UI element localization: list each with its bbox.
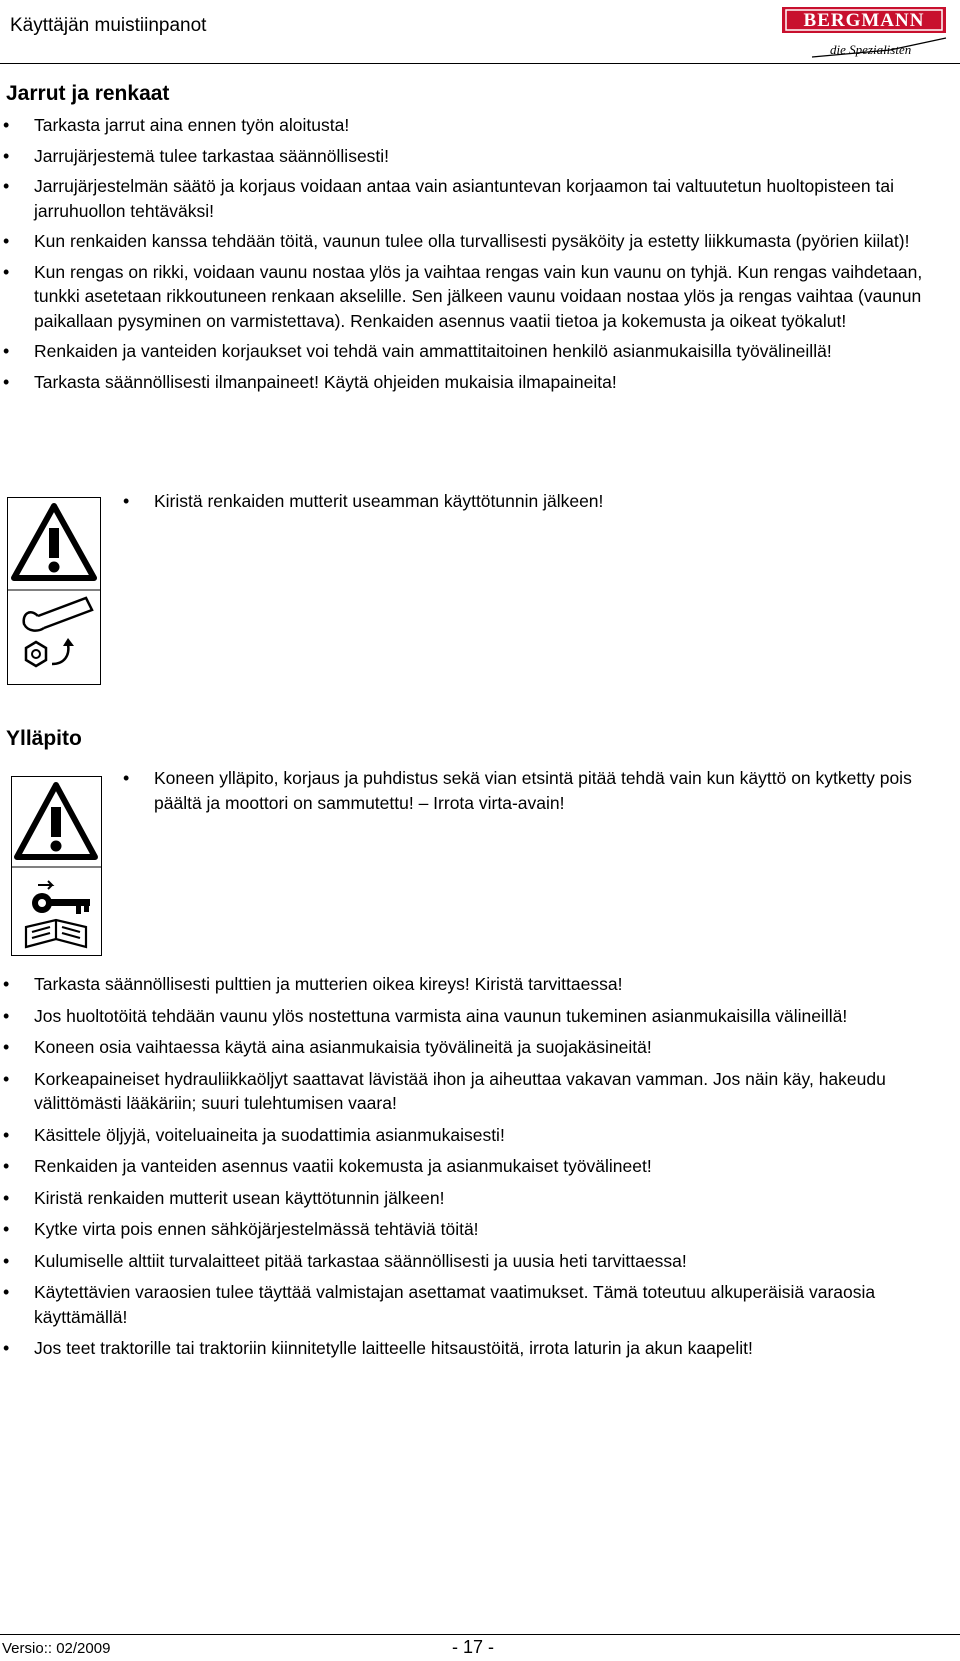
list-item: • Jarrujärjestemä tulee tarkastaa säännöllisesti!	[0, 144, 940, 169]
svg-text:die Spezialisten: die Spezialisten	[830, 42, 912, 57]
list-item: • Kytke virta pois ennen sähköjärjestelmässä tehtäviä töitä!	[0, 1217, 940, 1242]
header-divider	[0, 63, 960, 64]
nut-icon	[26, 642, 46, 666]
list-item: • Kiristä renkaiden mutterit useamman käyttötunnin jälkeen!	[120, 489, 920, 514]
maintenance-list	[0, 972, 940, 1361]
page-number: - 17 -	[452, 1637, 495, 1657]
list-item: • Kun rengas on rikki, voidaan vaunu nostaa ylös ja vaihtaa rengas vain kun vaunu on tyhjä. Kun rengas vaihdetaan, tunkki asetetaan rikkoutuneen renkaan akselille. Sen jälkeen vaunu voidaan nostaa ylös ja rengas vaihtaa (vaunun paikallaan pysyminen on varmistettava). Renkaiden asennus vaatii tietoa ja kokemusta ja oikeat työkalut!	[0, 260, 940, 334]
maintenance-warning-list	[120, 766, 945, 815]
svg-text:BERGMANN: BERGMANN	[803, 10, 925, 31]
brakes-list	[0, 113, 940, 394]
list-item: • Jos teet traktorille tai traktoriin kiinnitetylle laitteelle hitsaustöitä, irrota laturin ja akun kaapelit!	[0, 1336, 940, 1361]
section-heading-maintenance: Ylläpito	[6, 727, 82, 750]
rotation-arrow-icon	[52, 644, 68, 664]
list-item: • Korkeapaineiset hydrauliikkaöljyt saattavat lävistää ihon ja aiheuttaa vakavan vamman. Jos näin käy, hakeudu välittömästi lääkäriin; suuri tulehtumisen vaara!	[0, 1067, 940, 1116]
list-item: • Käytettävien varaosien tulee täyttää valmistajan asettamat vaatimukset. Tämä toteutuu alkuperäisiä varaosia käyttämällä!	[0, 1280, 940, 1329]
footer-version: Versio:: 02/2009	[2, 1640, 111, 1657]
list-item: • Käsittele öljyjä, voiteluaineita ja suodattimia asianmukaisesti!	[0, 1123, 940, 1148]
list-item: • Koneen osia vaihtaessa käytä aina asianmukaisia työvälineitä ja suojakäsineitä!	[0, 1035, 940, 1060]
list-item: • Renkaiden ja vanteiden korjaukset voi tehdä vain ammattitaitoinen henkilö asianmukaisilla työvälineillä!	[0, 339, 940, 364]
section-heading-brakes: Jarrut ja renkaat	[6, 82, 170, 105]
list-item: • Kulumiselle alttiit turvalaitteet pitää tarkastaa säännöllisesti ja uusia heti tarvittaessa!	[0, 1249, 940, 1274]
tire-nut-warning-pictogram	[7, 497, 101, 685]
list-item: • Tarkasta säännöllisesti pulttien ja mutterien oikea kireys! Kiristä tarvittaessa!	[0, 972, 940, 997]
list-item: • Tarkasta säännöllisesti ilmanpaineet! Käytä ohjeiden mukaisia ilmapaineita!	[0, 370, 940, 395]
key-icon	[32, 881, 90, 914]
bergmann-logo	[770, 2, 960, 62]
page-header	[0, 0, 960, 66]
list-item: • Kiristä renkaiden mutterit usean käyttötunnin jälkeen!	[0, 1186, 940, 1211]
list-item: • Kun renkaiden kanssa tehdään töitä, vaunun tulee olla turvallisesti pysäköity ja estetty liikkumasta (pyörien kiilat)!	[0, 229, 940, 254]
list-item: • Jos huoltotöitä tehdään vaunu ylös nostettuna varmista aina vaunun tukeminen asianmukaisilla välineillä!	[0, 1004, 940, 1029]
maintenance-warning-pictogram	[11, 776, 102, 956]
manual-book-icon	[26, 920, 86, 947]
header-title: Käyttäjän muistiinpanot	[10, 15, 207, 36]
brakes-warning-list	[120, 489, 920, 514]
footer-divider	[0, 1634, 960, 1635]
list-item: • Tarkasta jarrut aina ennen työn aloitusta!	[0, 113, 940, 138]
list-item: • Renkaiden ja vanteiden asennus vaatii kokemusta ja asianmukaiset työvälineet!	[0, 1154, 940, 1179]
list-item: • Jarrujärjestelmän säätö ja korjaus voidaan antaa vain asiantuntevan korjaamon tai valtuutetun huoltopisteen tai jarruhuollon tehtäväksi!	[0, 174, 940, 223]
list-item: • Koneen ylläpito, korjaus ja puhdistus sekä vian etsintä pitää tehdä vain kun käyttö on kytketty pois päältä ja moottori on sammutettu! – Irrota virta-avain!	[120, 766, 945, 815]
wrench-icon	[24, 598, 92, 631]
